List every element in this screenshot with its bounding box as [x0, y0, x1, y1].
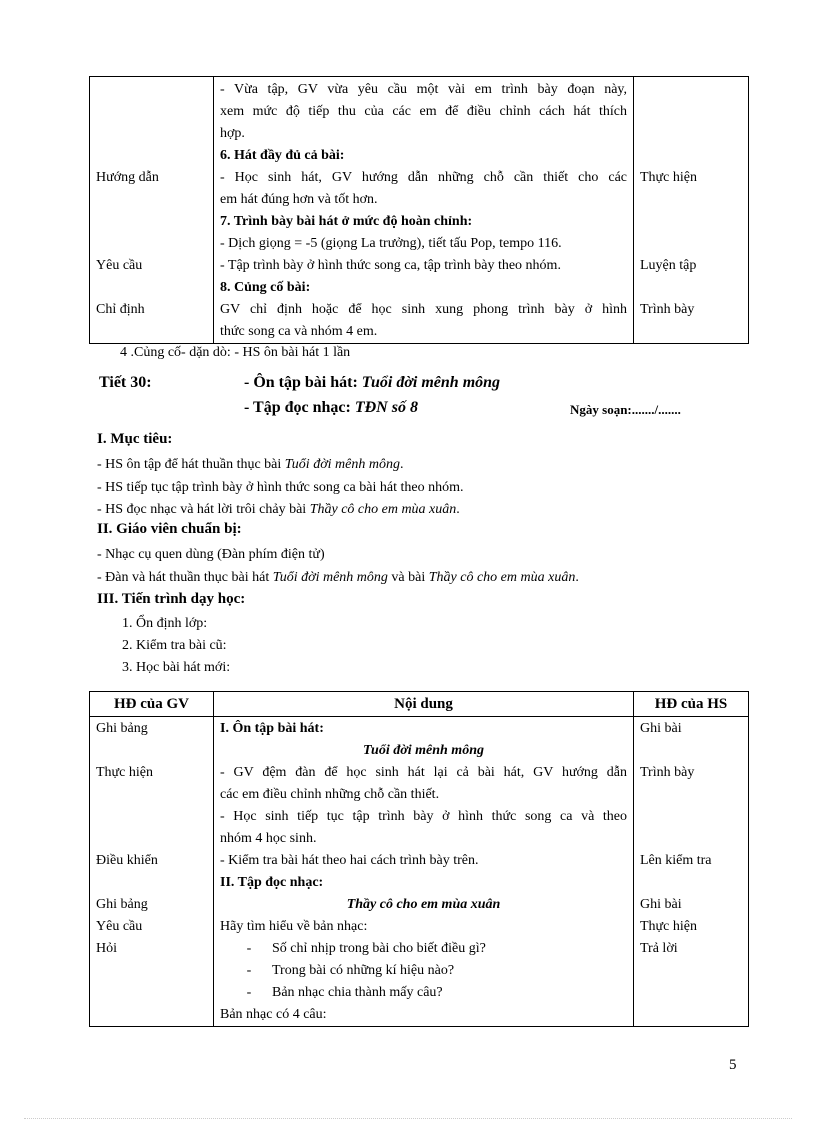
hs-activity-label: Ghi bài	[640, 721, 682, 736]
gv-activity-label: Yêu cầu	[96, 919, 143, 934]
question-text: Bản nhạc chia thành mấy câu?	[272, 985, 443, 1000]
content-line: II. Tập đọc nhạc:	[220, 875, 324, 890]
hs-activity-label	[640, 982, 742, 1004]
hs-activity-label: Lên kiểm tra	[640, 853, 712, 868]
page-bottom-rule	[24, 1118, 792, 1119]
process-step-3: 3. Học bài hát mới:	[122, 660, 231, 675]
process-step-2: 2. Kiểm tra bài cũ:	[122, 638, 227, 653]
preparation-item-1: - Nhạc cụ quen dùng (Đàn phím điện tử)	[97, 547, 325, 562]
gv-activity-column	[90, 77, 214, 344]
objective-text: - HS ôn tập để hát thuần thục bài	[97, 457, 285, 472]
page-number: 5	[729, 1057, 737, 1073]
preparation-item-2	[97, 567, 579, 589]
hs-activity-label	[640, 740, 742, 762]
content-line: I. Ôn tập bài hát:	[220, 721, 324, 736]
hs-activity-label: Thực hiện	[640, 170, 697, 185]
content-line: - Vừa tập, GV vừa yêu cầu một vài em trình bày đoạn này,	[220, 82, 627, 97]
lesson-number: Tiết 30:	[99, 374, 152, 391]
gv-activity-label	[96, 101, 207, 123]
bullet-dash: -	[246, 985, 252, 1000]
content-line: Tuổi đời mênh mông	[363, 743, 484, 758]
objective-3	[97, 499, 460, 521]
content-line: các em điều chỉnh những chỗ cần thiết.	[220, 787, 440, 802]
review-song-title: Tuổi đời mênh mông	[361, 374, 501, 391]
objective-2	[97, 477, 463, 499]
gv-activity-label	[96, 784, 207, 806]
gv-activity-label	[96, 79, 207, 101]
hs-activity-label	[640, 1004, 742, 1026]
content-line: - Tập trình bày ở hình thức song ca, tập trình bày theo nhóm.	[220, 258, 561, 273]
header-gv: HĐ của GV	[90, 692, 214, 717]
header-content: Nội dung	[214, 692, 634, 717]
prep-text-mid: và bài	[387, 570, 429, 585]
hs-activity-label	[640, 233, 742, 255]
content-line: Bản nhạc có 4 câu:	[220, 1007, 327, 1022]
content-line: 6. Hát đầy đủ cả bài:	[220, 148, 345, 163]
process-heading: III. Tiến trình dạy học:	[97, 591, 246, 607]
content-line: hợp.	[220, 126, 245, 141]
hs-activity-column	[634, 717, 749, 1027]
prep-text: - Đàn và hát thuần thục bài hát	[97, 570, 273, 585]
gv-activity-label	[96, 960, 207, 982]
objective-song: Thầy cô cho em mùa xuân	[309, 502, 457, 517]
gv-activity-label: Yêu cầu	[96, 258, 143, 273]
gv-activity-label	[96, 1004, 207, 1026]
hs-activity-label	[640, 79, 742, 101]
hs-activity-label	[640, 828, 742, 850]
content-line: xem mức độ tiếp thu của các em để điều chỉnh cách hát thích	[220, 104, 627, 119]
preparation-heading: II. Giáo viên chuẩn bị:	[97, 521, 242, 537]
objective-end: .	[400, 457, 404, 472]
hs-activity-label	[640, 960, 742, 982]
gv-activity-label: Ghi bảng	[96, 897, 148, 912]
content-line: - Dịch giọng = -5 (giọng La trưởng), tiết tấu Pop, tempo 116.	[220, 236, 562, 251]
content-line: Thầy cô cho em mùa xuân	[346, 897, 501, 912]
prep-song-2: Thầy cô cho em mùa xuân	[428, 570, 576, 585]
hs-activity-label: Trình bày	[640, 302, 695, 317]
objective-end: .	[456, 502, 460, 517]
activity-table	[89, 691, 749, 1027]
lesson-item-sight-reading	[244, 399, 418, 417]
objectives-heading: I. Mục tiêu:	[97, 431, 173, 447]
hs-activity-label	[640, 806, 742, 828]
process-step-1: 1. Ổn định lớp:	[122, 616, 208, 631]
gv-activity-label: Hướng dẫn	[96, 170, 159, 185]
objective-text: - HS đọc nhạc và hát lời trôi chảy bài	[97, 502, 310, 517]
question-text: Trong bài có những kí hiệu nào?	[272, 963, 455, 978]
content-column	[214, 717, 634, 1027]
gv-activity-label	[96, 145, 207, 167]
content-line: 7. Trình bày bài hát ở mức độ hoàn chỉnh:	[220, 214, 473, 229]
gv-activity-label	[96, 828, 207, 850]
gv-activity-label: Ghi bảng	[96, 721, 148, 736]
hs-activity-label	[640, 784, 742, 806]
gv-activity-label	[96, 321, 207, 343]
content-line	[220, 960, 627, 982]
gv-activity-label	[96, 806, 207, 828]
hs-activity-label	[640, 277, 742, 299]
content-line: thức song ca và nhóm 4 em.	[220, 324, 378, 339]
gv-activity-label	[96, 211, 207, 233]
content-line: Hãy tìm hiểu về bản nhạc:	[220, 919, 368, 934]
gv-activity-label: Hỏi	[96, 941, 117, 956]
hs-activity-label: Ghi bài	[640, 897, 682, 912]
gv-activity-label: Thực hiện	[96, 765, 153, 780]
hs-activity-label: Trình bày	[640, 765, 695, 780]
lesson-item-review	[244, 374, 500, 392]
consolidation-note: 4 .Củng cố- dặn dò: - HS ôn bài hát 1 lần	[120, 345, 351, 360]
header-hs: HĐ của HS	[634, 692, 749, 717]
content-line: - GV đệm đàn để học sinh hát lại cả bài hát, GV hướng dẫn	[220, 765, 627, 780]
hs-activity-label	[640, 321, 742, 343]
hs-activity-column	[634, 77, 749, 344]
gv-activity-label	[96, 123, 207, 145]
hs-activity-label	[640, 189, 742, 211]
hs-activity-label: Luyện tập	[640, 258, 697, 273]
hs-activity-label	[640, 872, 742, 894]
content-line: nhóm 4 học sinh.	[220, 831, 317, 846]
objective-song: Tuổi đời mênh mông	[284, 457, 400, 472]
objective-text: - HS tiếp tục tập trình bày ở hình thức song ca bài hát theo nhóm.	[97, 480, 464, 495]
hs-activity-label: Thực hiện	[640, 919, 697, 934]
review-prefix: - Ôn tập bài hát:	[244, 374, 362, 391]
gv-activity-label	[96, 872, 207, 894]
sight-reading-prefix: - Tập đọc nhạc:	[244, 399, 355, 416]
gv-activity-label	[96, 189, 207, 211]
content-line	[220, 982, 627, 1004]
date-label: Ngày soạn:......./.......	[570, 402, 681, 417]
content-line: - Học sinh hát, GV hướng dẫn những chỗ cần thiết cho các	[220, 170, 627, 185]
objective-1	[97, 454, 404, 476]
content-line: 8. Củng cố bài:	[220, 280, 311, 295]
question-text: Số chỉ nhịp trong bài cho biết điều gì?	[272, 941, 486, 956]
gv-activity-label	[96, 982, 207, 1004]
hs-activity-label: Trả lời	[640, 941, 678, 956]
gv-activity-label: Điều khiển	[96, 853, 158, 868]
content-line: - Kiểm tra bài hát theo hai cách trình bày trên.	[220, 853, 479, 868]
content-line: GV chỉ định hoặc để học sinh xung phong trình bày ở hình	[220, 302, 627, 317]
gv-activity-column	[90, 717, 214, 1027]
gv-activity-label	[96, 233, 207, 255]
hs-activity-label	[640, 145, 742, 167]
hs-activity-label	[640, 101, 742, 123]
prep-end: .	[575, 570, 579, 585]
content-column	[214, 77, 634, 344]
hs-activity-label	[640, 211, 742, 233]
bullet-dash: -	[246, 963, 252, 978]
hs-activity-label	[640, 123, 742, 145]
bullet-dash: -	[246, 941, 252, 956]
gv-activity-label	[96, 740, 207, 762]
content-line: - Học sinh tiếp tục tập trình bày ở hình thức song ca và theo	[220, 809, 627, 824]
sight-reading-title: TĐN số 8	[354, 399, 418, 416]
content-line	[220, 938, 627, 960]
gv-activity-label: Chỉ định	[96, 302, 145, 317]
content-line: em hát đúng hơn và tốt hơn.	[220, 192, 378, 207]
activity-table-continued	[89, 76, 749, 344]
prep-song-1: Tuổi đời mênh mông	[272, 570, 388, 585]
gv-activity-label	[96, 277, 207, 299]
